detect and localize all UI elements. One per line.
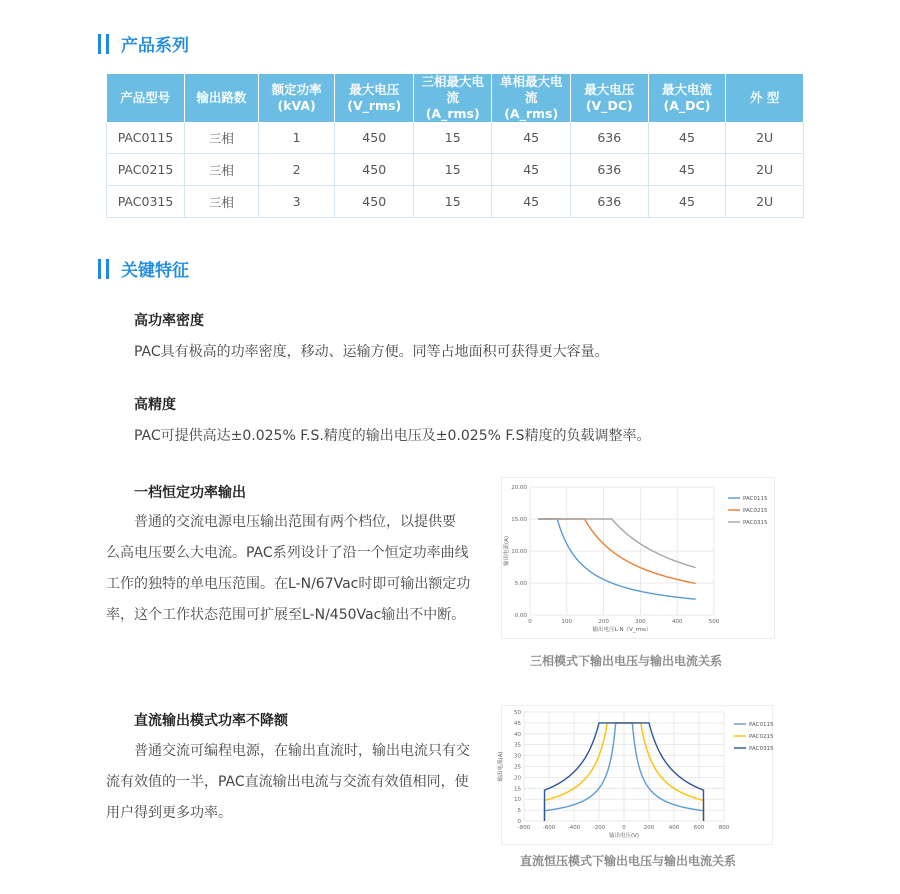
paragraph-line: 普通的交流电源电压输出范围有两个档位，以提供要 bbox=[134, 514, 456, 530]
table-cell: 1 bbox=[258, 122, 335, 154]
table-cell: PAC0215 bbox=[107, 154, 185, 186]
y-tick-label: 30 bbox=[514, 753, 521, 760]
x-tick-label: -800 bbox=[517, 825, 531, 831]
x-tick-label: -200 bbox=[592, 825, 606, 831]
table-cell: 45 bbox=[492, 186, 570, 218]
legend-label: PAC0315 bbox=[743, 520, 768, 526]
x-tick-label: 0 bbox=[528, 619, 532, 625]
y-tick-label: 10 bbox=[514, 797, 521, 804]
y-tick-label: 25 bbox=[514, 764, 521, 771]
feature-title: 直流输出模式功率不降额 bbox=[134, 713, 288, 729]
x-tick-label: -600 bbox=[542, 825, 556, 831]
table-cell: PAC0315 bbox=[107, 186, 185, 218]
table-cell: 15 bbox=[413, 154, 491, 186]
table-cell: 450 bbox=[335, 122, 413, 154]
table-cell: 三相 bbox=[185, 154, 259, 186]
table-cell: 3 bbox=[258, 186, 335, 218]
feature-text: PAC可提供高达±0.025% F.S.精度的输出电压及±0.025% F.S精度的负载调整率。 bbox=[134, 428, 651, 444]
chart-three-phase bbox=[501, 477, 775, 639]
heading-bars-icon bbox=[98, 259, 109, 279]
table-cell: 2 bbox=[258, 154, 335, 186]
feature-title: 高功率密度 bbox=[134, 313, 204, 329]
x-tick-label: 600 bbox=[693, 825, 705, 831]
table-cell: 15 bbox=[413, 122, 491, 154]
paragraph-line: 流有效值的一半，PAC直流输出电流与交流有效值相同，使 bbox=[106, 774, 469, 790]
table-cell: 三相 bbox=[185, 186, 259, 218]
chart-caption: 三相模式下输出电压与输出电流关系 bbox=[529, 654, 722, 668]
x-tick-label: -400 bbox=[567, 825, 581, 831]
paragraph-line: 么高电压要么大电流。PAC系列设计了沿一个恒定功率曲线 bbox=[106, 545, 469, 561]
section-title: 关键特征 bbox=[121, 261, 189, 281]
table-header-cell: 三相最大电流 (A_rms) bbox=[413, 74, 491, 122]
y-tick-label: 15 bbox=[514, 786, 521, 793]
table-header-cell: 产品型号 bbox=[107, 74, 185, 122]
table-cell: 636 bbox=[570, 186, 648, 218]
chart-dc-mode bbox=[498, 705, 774, 845]
table-cell: 636 bbox=[570, 154, 648, 186]
y-tick-label: 15.00 bbox=[511, 517, 527, 523]
y-tick-label: 20.00 bbox=[511, 485, 527, 491]
table-header-cell: 最大电压 (V_rms) bbox=[335, 74, 413, 122]
table-cell: 45 bbox=[492, 154, 570, 186]
table-cell: 45 bbox=[648, 186, 726, 218]
x-tick-label: 200 bbox=[643, 825, 655, 831]
y-tick-label: 0.00 bbox=[514, 613, 527, 619]
legend-label: PAC0215 bbox=[749, 734, 774, 740]
paragraph-line: 普通交流可编程电源，在输出直流时，输出电流只有交 bbox=[134, 743, 470, 759]
table-header-cell: 额定功率 (kVA) bbox=[258, 74, 335, 122]
table-header-cell: 最大电流 (A_DC) bbox=[648, 74, 726, 122]
heading-bars-icon bbox=[98, 34, 109, 54]
legend-label: PAC0315 bbox=[749, 746, 774, 752]
table-cell: 45 bbox=[648, 122, 726, 154]
table-header-cell: 输出路数 bbox=[185, 74, 259, 122]
table-cell: PAC0115 bbox=[107, 122, 185, 154]
table-cell: 2U bbox=[726, 186, 804, 218]
x-tick-label: 500 bbox=[708, 619, 720, 625]
chart-dc-mode-svg bbox=[498, 706, 774, 844]
y-tick-label: 40 bbox=[514, 731, 521, 738]
x-tick-label: 0 bbox=[622, 825, 626, 831]
table-row bbox=[107, 186, 804, 218]
y-tick-label: 5 bbox=[517, 808, 521, 815]
x-axis-label: 输出电压(V) bbox=[608, 833, 640, 839]
y-tick-label: 20 bbox=[514, 775, 521, 782]
x-tick-label: 800 bbox=[718, 825, 730, 831]
table-cell: 45 bbox=[492, 122, 570, 154]
table-header-cell: 单相最大电流 (A_rms) bbox=[492, 74, 570, 122]
y-axis-label: 输出电流(A) bbox=[498, 751, 504, 782]
section-heading-features bbox=[98, 256, 189, 281]
x-tick-label: 300 bbox=[635, 619, 646, 625]
table-cell: 15 bbox=[413, 186, 491, 218]
legend-label: PAC0115 bbox=[743, 496, 768, 502]
x-axis-label: 输出电压L-N（V_rms） bbox=[592, 627, 652, 633]
product-table bbox=[106, 74, 804, 218]
chart-three-phase-svg bbox=[502, 478, 774, 638]
y-tick-label: 50 bbox=[514, 710, 521, 716]
table-cell: 2U bbox=[726, 122, 804, 154]
legend-label: PAC0215 bbox=[743, 508, 768, 514]
section-heading-products bbox=[98, 31, 189, 56]
y-tick-label: 0 bbox=[517, 819, 521, 825]
feature-paragraph bbox=[106, 507, 486, 631]
table-header-cell: 最大电压 (V_DC) bbox=[570, 74, 648, 122]
y-tick-label: 5.00 bbox=[514, 581, 527, 587]
series-line-pac0315 bbox=[538, 519, 696, 568]
table-cell: 450 bbox=[335, 154, 413, 186]
paragraph-line: 工作的独特的单电压范围。在L-N/67Vac时即可输出额定功 bbox=[106, 576, 471, 592]
paragraph-line: 率，这个工作状态范围可扩展至L-N/450Vac输出不中断。 bbox=[106, 607, 466, 623]
feature-text: PAC具有极高的功率密度，移动、运输方便。同等占地面积可获得更大容量。 bbox=[134, 344, 609, 360]
x-tick-label: 400 bbox=[671, 619, 683, 625]
section-title: 产品系列 bbox=[121, 36, 189, 56]
table-row bbox=[107, 154, 804, 186]
y-tick-label: 45 bbox=[514, 720, 521, 727]
table-cell: 450 bbox=[335, 186, 413, 218]
table-cell: 三相 bbox=[185, 122, 259, 154]
y-tick-label: 35 bbox=[514, 742, 521, 749]
y-tick-label: 10.00 bbox=[511, 549, 527, 555]
table-header-cell: 外 型 bbox=[726, 74, 804, 122]
table-cell: 45 bbox=[648, 154, 726, 186]
chart-caption: 直流恒压模式下输出电压与输出电流关系 bbox=[519, 854, 736, 868]
paragraph-line: 用户得到更多功率。 bbox=[106, 805, 232, 821]
feature-title: 高精度 bbox=[134, 397, 176, 413]
table-cell: 636 bbox=[570, 122, 648, 154]
x-tick-label: 100 bbox=[561, 619, 573, 625]
x-tick-label: 200 bbox=[598, 619, 609, 625]
legend-label: PAC0115 bbox=[749, 722, 774, 728]
table-header-row bbox=[107, 74, 804, 122]
x-tick-label: 400 bbox=[668, 825, 680, 831]
feature-title: 一档恒定功率输出 bbox=[134, 485, 246, 501]
table-cell: 2U bbox=[726, 154, 804, 186]
table-row bbox=[107, 122, 804, 154]
feature-paragraph bbox=[106, 736, 486, 829]
y-axis-label: 输出电流(A) bbox=[504, 535, 510, 567]
